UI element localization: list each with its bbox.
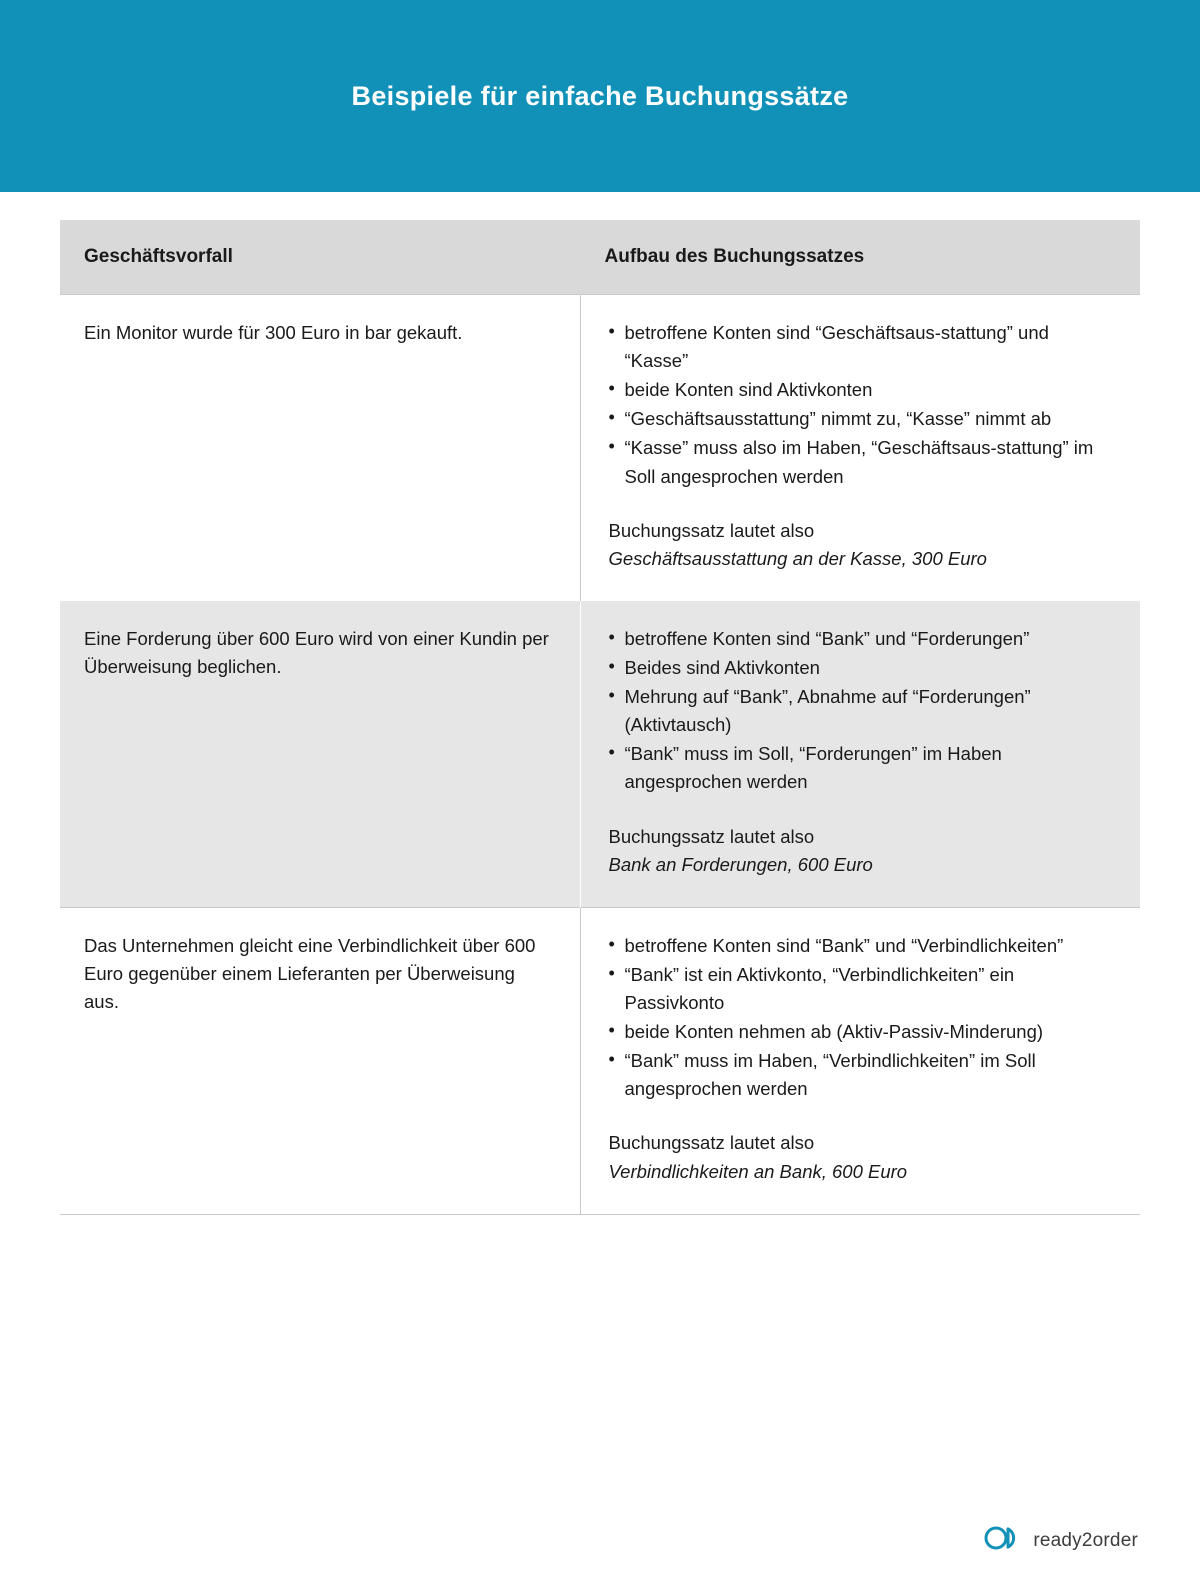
entry-structure-cell	[580, 295, 1140, 601]
conclusion-lead: Buchungssatz lautet also	[608, 825, 815, 847]
list-item: • betroffene Konten sind “Bank” und “Forderungen”	[609, 625, 1117, 653]
entry-structure-cell	[580, 907, 1140, 1214]
table-body	[60, 295, 1140, 1215]
table-header	[60, 220, 1140, 295]
situation-text: Ein Monitor wurde für 300 Euro in bar gekauft.	[84, 322, 463, 343]
list-item: • “Kasse” muss also im Haben, “Geschäftsaus-stattung” im Soll angesprochen werden	[609, 434, 1117, 490]
brand-name: ready2order	[1033, 1529, 1138, 1551]
list-item: • “Bank” muss im Soll, “Forderungen” im Haben angesprochen werden	[609, 740, 1117, 796]
list-item: • “Bank” muss im Haben, “Verbindlichkeiten” im Soll angesprochen werden	[609, 1047, 1117, 1103]
page-footer	[983, 1525, 1138, 1556]
conclusion-block	[609, 1129, 1117, 1185]
situation-cell	[60, 907, 580, 1214]
booking-examples-table-wrapper	[60, 220, 1140, 1215]
situation-text: Eine Forderung über 600 Euro wird von einer Kundin per Überweisung beglichen.	[84, 627, 549, 677]
ready2order-logo-icon	[983, 1525, 1023, 1556]
list-item: • betroffene Konten sind “Bank” und “Verbindlichkeiten”	[609, 932, 1117, 960]
list-item: • Beides sind Aktivkonten	[609, 654, 1117, 682]
page-title: Beispiele für einfache Buchungssätze	[351, 80, 849, 111]
conclusion-block	[609, 517, 1117, 573]
table-row	[60, 295, 1140, 601]
list-item: • “Bank” ist ein Aktivkonto, “Verbindlichkeiten” ein Passivkonto	[609, 961, 1117, 1017]
page-header	[0, 0, 1200, 192]
situation-text: Das Unternehmen gleicht eine Verbindlichkeit über 600 Euro gegenüber einem Lieferanten per Überweisung aus.	[84, 934, 536, 1012]
list-item: • betroffene Konten sind “Geschäftsaus-stattung” und “Kasse”	[609, 319, 1117, 375]
bullet-list	[609, 319, 1117, 491]
list-item: • Mehrung auf “Bank”, Abnahme auf “Forderungen” (Aktivtausch)	[609, 683, 1117, 739]
list-item: • beide Konten sind Aktivkonten	[609, 376, 1117, 404]
conclusion-block	[609, 823, 1117, 879]
column-header-entry-structure: Aufbau des Buchungssatzes	[580, 220, 1140, 295]
conclusion-entry: Bank an Forderungen, 600 Euro	[608, 853, 873, 875]
conclusion-lead: Buchungssatz lautet also	[608, 519, 815, 541]
situation-cell	[60, 295, 580, 601]
table-row	[60, 601, 1140, 907]
conclusion-entry: Verbindlichkeiten an Bank, 600 Euro	[608, 1160, 908, 1182]
table-row	[60, 907, 1140, 1214]
list-item: • beide Konten nehmen ab (Aktiv-Passiv-Minderung)	[609, 1018, 1117, 1046]
bullet-list	[609, 932, 1117, 1104]
conclusion-lead: Buchungssatz lautet also	[608, 1132, 815, 1154]
situation-cell	[60, 601, 580, 907]
entry-structure-cell	[580, 601, 1140, 907]
list-item: • “Geschäftsausstattung” nimmt zu, “Kasse” nimmt ab	[609, 405, 1117, 433]
table-header-row	[60, 220, 1140, 295]
column-header-situation: Geschäftsvorfall	[60, 220, 580, 295]
bullet-list	[609, 625, 1117, 797]
booking-examples-table	[60, 220, 1140, 1215]
conclusion-entry: Geschäftsausstattung an der Kasse, 300 Euro	[608, 547, 987, 569]
